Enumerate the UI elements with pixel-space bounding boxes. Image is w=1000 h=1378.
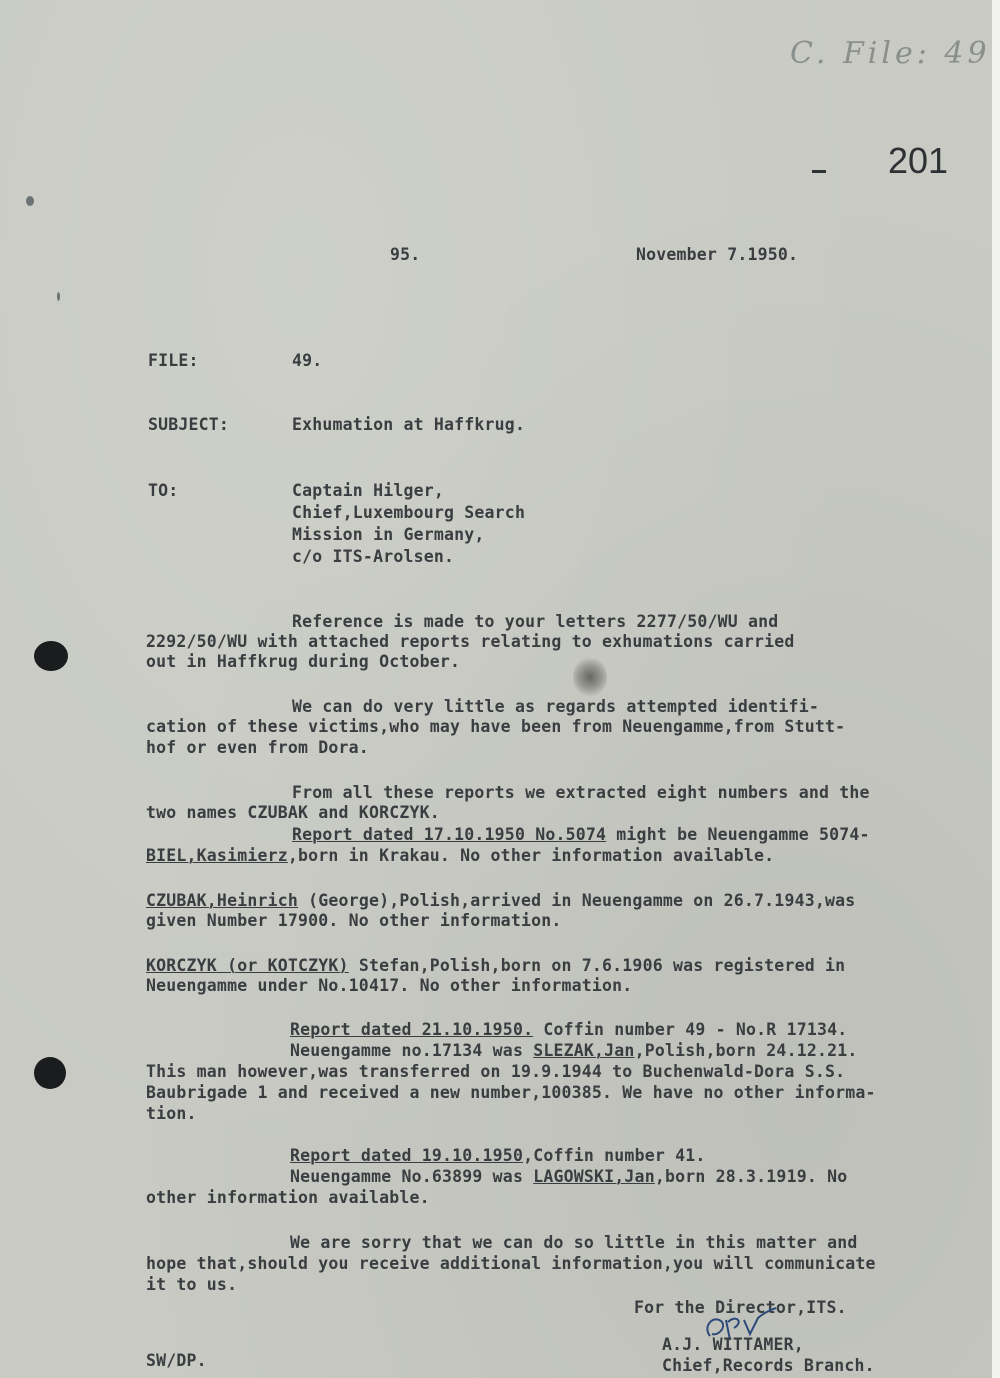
body-text: might be Neuengamme 5074- — [606, 825, 870, 844]
paper-speck — [57, 292, 60, 301]
person-name: BIEL,Kasimierz — [146, 846, 288, 865]
body-text: ,born 28.3.1919. No — [654, 1167, 848, 1186]
body-line — [146, 955, 845, 976]
body-line: out in Haffkrug during October. — [146, 652, 461, 671]
signatory-title: Chief,Records Branch. — [662, 1356, 875, 1375]
address-line: Mission in Germany, — [292, 525, 485, 544]
signature-line: For the Director,ITS. — [634, 1298, 847, 1317]
body-line — [290, 1040, 858, 1061]
body-line: two names CZUBAK and KORCZYK. — [146, 803, 440, 822]
body-line: This man however,was transferred on 19.9.1944 to Buchenwald-Dora S.S. — [146, 1062, 846, 1081]
report-reference: Report dated 21.10.1950. — [290, 1020, 534, 1039]
body-line: tion. — [146, 1104, 197, 1123]
report-reference: Report dated 19.10.1950 — [290, 1146, 524, 1165]
person-name: SLEZAK,Jan — [533, 1041, 635, 1060]
punch-hole-top — [34, 641, 68, 671]
letter-date: November 7.1950. — [636, 245, 799, 264]
address-line: Chief,Luxembourg Search — [292, 503, 526, 522]
body-line — [146, 890, 855, 911]
stamp-dash — [812, 170, 826, 173]
body-line: Neuengamme under No.10417. No other information. — [146, 976, 633, 995]
body-line: other information available. — [146, 1188, 430, 1207]
body-line: We are sorry that we can do so little in this matter and — [290, 1233, 858, 1252]
typist-reference: SW/DP. — [146, 1351, 207, 1370]
subject-value: Exhumation at Haffkrug. — [292, 415, 526, 434]
body-line — [290, 1145, 706, 1166]
body-line: it to us. — [146, 1275, 238, 1294]
body-line — [290, 1019, 847, 1040]
address-line: Captain Hilger, — [292, 481, 445, 500]
reference-number: 95. — [390, 245, 421, 264]
person-name: CZUBAK,Heinrich — [146, 891, 299, 910]
stamp-number: 201 — [888, 140, 949, 181]
paper-speck — [26, 196, 34, 206]
body-text: ,Polish,born 24.12.21. — [634, 1041, 858, 1060]
punch-hole-bottom — [34, 1057, 66, 1089]
body-text: ,born in Krakau. No other information available. — [287, 846, 775, 865]
body-line: Reference is made to your letters 2277/50/WU and — [292, 612, 779, 631]
body-line: 2292/50/WU with attached reports relating to exhumations carried — [146, 632, 795, 651]
body-text: ,Coffin number 41. — [523, 1146, 706, 1165]
body-line — [292, 824, 870, 845]
body-text: Neuengamme no.17134 was — [290, 1041, 534, 1060]
body-text: Neuengamme No.63899 was — [290, 1167, 534, 1186]
ink-smudge — [573, 657, 607, 697]
to-label: TO: — [148, 481, 179, 500]
body-line: given Number 17900. No other information. — [146, 911, 562, 930]
subject-label: SUBJECT: — [148, 415, 230, 434]
person-name: LAGOWSKI,Jan — [533, 1167, 655, 1186]
file-label: FILE: — [148, 351, 199, 370]
report-reference: Report dated 17.10.1950 No.5074 — [292, 825, 607, 844]
body-text: Coffin number 49 - No.R 17134. — [533, 1020, 848, 1039]
body-line: hof or even from Dora. — [146, 738, 369, 757]
body-text: (George),Polish,arrived in Neuengamme on 26.7.1943,was — [298, 891, 856, 910]
signatory-name: A.J. WITTAMER, — [662, 1335, 804, 1354]
body-line: cation of these victims,who may have been from Neuengamme,from Stutt- — [146, 717, 846, 736]
body-line — [146, 845, 774, 866]
body-text: Stefan,Polish,born on 7.6.1906 was registered in — [348, 956, 846, 975]
body-line: hope that,should you receive additional information,you will communicate — [146, 1254, 876, 1273]
body-line: We can do very little as regards attempted identifi- — [292, 697, 819, 716]
body-line: Baubrigade 1 and received a new number,100385. We have no other informa- — [146, 1083, 876, 1102]
body-line: From all these reports we extracted eight numbers and the — [292, 783, 870, 802]
address-line: c/o ITS-Arolsen. — [292, 547, 455, 566]
page-edge — [992, 0, 1000, 1378]
person-name: KORCZYK (or KOTCZYK) — [146, 956, 349, 975]
body-line — [290, 1166, 847, 1187]
file-value: 49. — [292, 351, 323, 370]
handwritten-file-note: C. File: 49 — [790, 36, 991, 71]
